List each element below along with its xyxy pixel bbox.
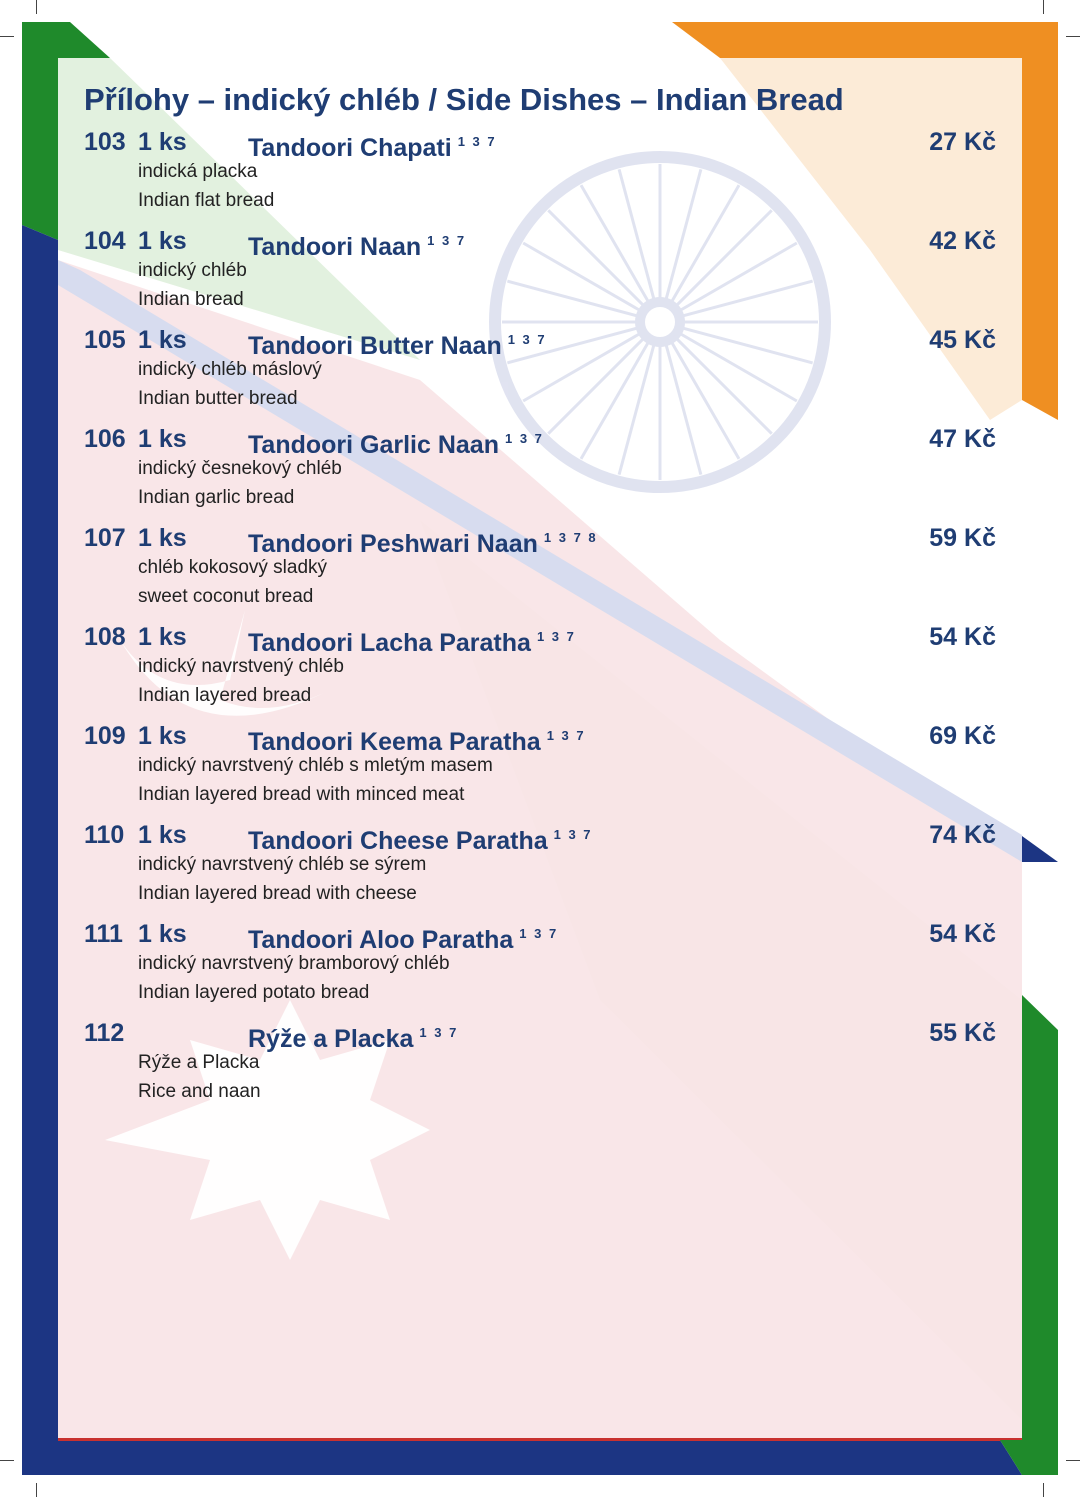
menu-item [84, 918, 996, 1007]
menu-item [84, 423, 996, 512]
item-description-cz: indický navrstvený chléb [138, 656, 344, 677]
item-name-wrap [248, 225, 466, 263]
menu-item [84, 1017, 996, 1106]
item-price: 45 Kč [929, 326, 996, 354]
menu-item [84, 225, 996, 314]
item-name-wrap [248, 423, 544, 461]
item-title-line [84, 1017, 996, 1053]
menu-list [84, 126, 996, 1106]
item-price: 42 Kč [929, 227, 996, 255]
item-price: 69 Kč [929, 722, 996, 750]
item-title-line [84, 225, 996, 261]
item-quantity: 1 ks [138, 623, 187, 651]
item-name: Rýže a Placka [248, 1025, 414, 1053]
menu-item [84, 720, 996, 809]
crop-mark [1043, 0, 1044, 14]
item-description-en: Indian layered bread with minced meat [138, 783, 465, 805]
crop-mark [36, 0, 37, 14]
item-description-cz: indická placka [138, 161, 258, 182]
item-description-en: Indian layered bread [138, 684, 312, 706]
item-description [138, 257, 996, 314]
menu-item [84, 621, 996, 710]
item-title-line [84, 720, 996, 756]
item-allergens: 1 3 7 8 [543, 530, 598, 545]
item-name-wrap [248, 621, 576, 659]
item-number: 104 [84, 227, 126, 255]
item-description-en: Indian bread [138, 288, 244, 310]
item-description [138, 752, 996, 809]
item-price: 47 Kč [929, 425, 996, 453]
item-name-wrap [248, 324, 547, 362]
item-description-cz: Rýže a Placka [138, 1052, 260, 1073]
item-description [138, 1049, 996, 1106]
item-allergens: 1 3 7 [419, 1025, 459, 1040]
item-description [138, 554, 996, 611]
item-description-cz: indický chléb máslový [138, 359, 322, 380]
item-description-en: sweet coconut bread [138, 585, 314, 607]
item-number: 111 [84, 920, 123, 948]
item-quantity: 1 ks [138, 128, 187, 156]
item-description-cz: indický chléb [138, 260, 247, 281]
crop-mark [0, 1460, 14, 1461]
item-name: Tandoori Aloo Paratha [248, 926, 514, 954]
section-heading: Přílohy – indický chléb / Side Dishes – Indian Bread [84, 82, 844, 117]
item-price: 54 Kč [929, 920, 996, 948]
navy-left-border [22, 225, 58, 1475]
item-allergens: 1 3 7 [519, 926, 559, 941]
item-name-wrap [248, 720, 586, 758]
crop-mark [1066, 1460, 1080, 1461]
item-title-line [84, 819, 996, 855]
item-quantity: 1 ks [138, 227, 187, 255]
item-title-line [84, 324, 996, 360]
item-title-line [84, 423, 996, 459]
item-price: 74 Kč [929, 821, 996, 849]
item-quantity: 1 ks [138, 425, 187, 453]
item-name-wrap [248, 819, 593, 857]
item-price: 54 Kč [929, 623, 996, 651]
crop-mark [1043, 1483, 1044, 1497]
item-description [138, 356, 996, 413]
item-title-line [84, 522, 996, 558]
item-name-wrap [248, 522, 598, 560]
item-name-wrap [248, 918, 558, 956]
item-number: 106 [84, 425, 126, 453]
item-title-line [84, 621, 996, 657]
item-description [138, 653, 996, 710]
item-number: 107 [84, 524, 126, 552]
item-description [138, 851, 996, 908]
item-name: Tandoori Cheese Paratha [248, 827, 548, 855]
item-quantity: 1 ks [138, 326, 187, 354]
item-name-wrap [248, 126, 497, 164]
item-name: Tandoori Lacha Paratha [248, 629, 531, 657]
item-price: 59 Kč [929, 524, 996, 552]
item-description-cz: chléb kokosový sladký [138, 557, 328, 578]
item-allergens: 1 3 7 [457, 134, 497, 149]
item-title-line [84, 918, 996, 954]
item-quantity: 1 ks [138, 722, 187, 750]
item-description [138, 950, 996, 1007]
item-description-cz: indický navrstvený chléb se sýrem [138, 854, 427, 875]
item-number: 105 [84, 326, 126, 354]
item-number: 110 [84, 821, 125, 849]
item-name: Tandoori Garlic Naan [248, 431, 499, 459]
item-number: 109 [84, 722, 126, 750]
item-name: Tandoori Peshwari Naan [248, 530, 538, 558]
item-allergens: 1 3 7 [536, 629, 576, 644]
item-number: 108 [84, 623, 126, 651]
item-name: Tandoori Keema Paratha [248, 728, 541, 756]
item-description-en: Indian layered potato bread [138, 981, 370, 1003]
navy-bottom-border [22, 1440, 1022, 1475]
item-description [138, 158, 996, 215]
item-price: 55 Kč [929, 1019, 996, 1047]
item-name: Tandoori Butter Naan [248, 332, 502, 360]
item-description-en: Indian flat bread [138, 189, 275, 211]
item-description-en: Indian butter bread [138, 387, 298, 409]
item-number: 112 [84, 1019, 125, 1047]
green-corner-bottom-right [1022, 995, 1058, 1475]
item-allergens: 1 3 7 [546, 728, 586, 743]
item-quantity: 1 ks [138, 920, 187, 948]
item-quantity: 1 ks [138, 524, 187, 552]
item-description [138, 455, 996, 512]
item-allergens: 1 3 7 [507, 332, 547, 347]
item-number: 103 [84, 128, 126, 156]
item-allergens: 1 3 7 [504, 431, 544, 446]
item-description-cz: indický česnekový chléb [138, 458, 342, 479]
crop-mark [1066, 36, 1080, 37]
crop-mark [36, 1483, 37, 1497]
item-price: 27 Kč [929, 128, 996, 156]
item-name: Tandoori Chapati [248, 134, 452, 162]
menu-item [84, 819, 996, 908]
item-description-cz: indický navrstvený chléb s mletým masem [138, 755, 493, 776]
menu-section [84, 80, 996, 1116]
item-allergens: 1 3 7 [553, 827, 593, 842]
item-quantity: 1 ks [138, 821, 187, 849]
item-description-en: Indian layered bread with cheese [138, 882, 417, 904]
item-name: Tandoori Naan [248, 233, 422, 261]
item-description-en: Indian garlic bread [138, 486, 295, 508]
item-name-wrap [248, 1017, 458, 1055]
item-description-cz: indický navrstvený bramborový chléb [138, 953, 450, 974]
menu-item [84, 126, 996, 215]
item-allergens: 1 3 7 [427, 233, 467, 248]
item-description-en: Rice and naan [138, 1080, 261, 1102]
crop-mark [0, 36, 14, 37]
item-title-line [84, 126, 996, 162]
menu-item [84, 324, 996, 413]
menu-item [84, 522, 996, 611]
